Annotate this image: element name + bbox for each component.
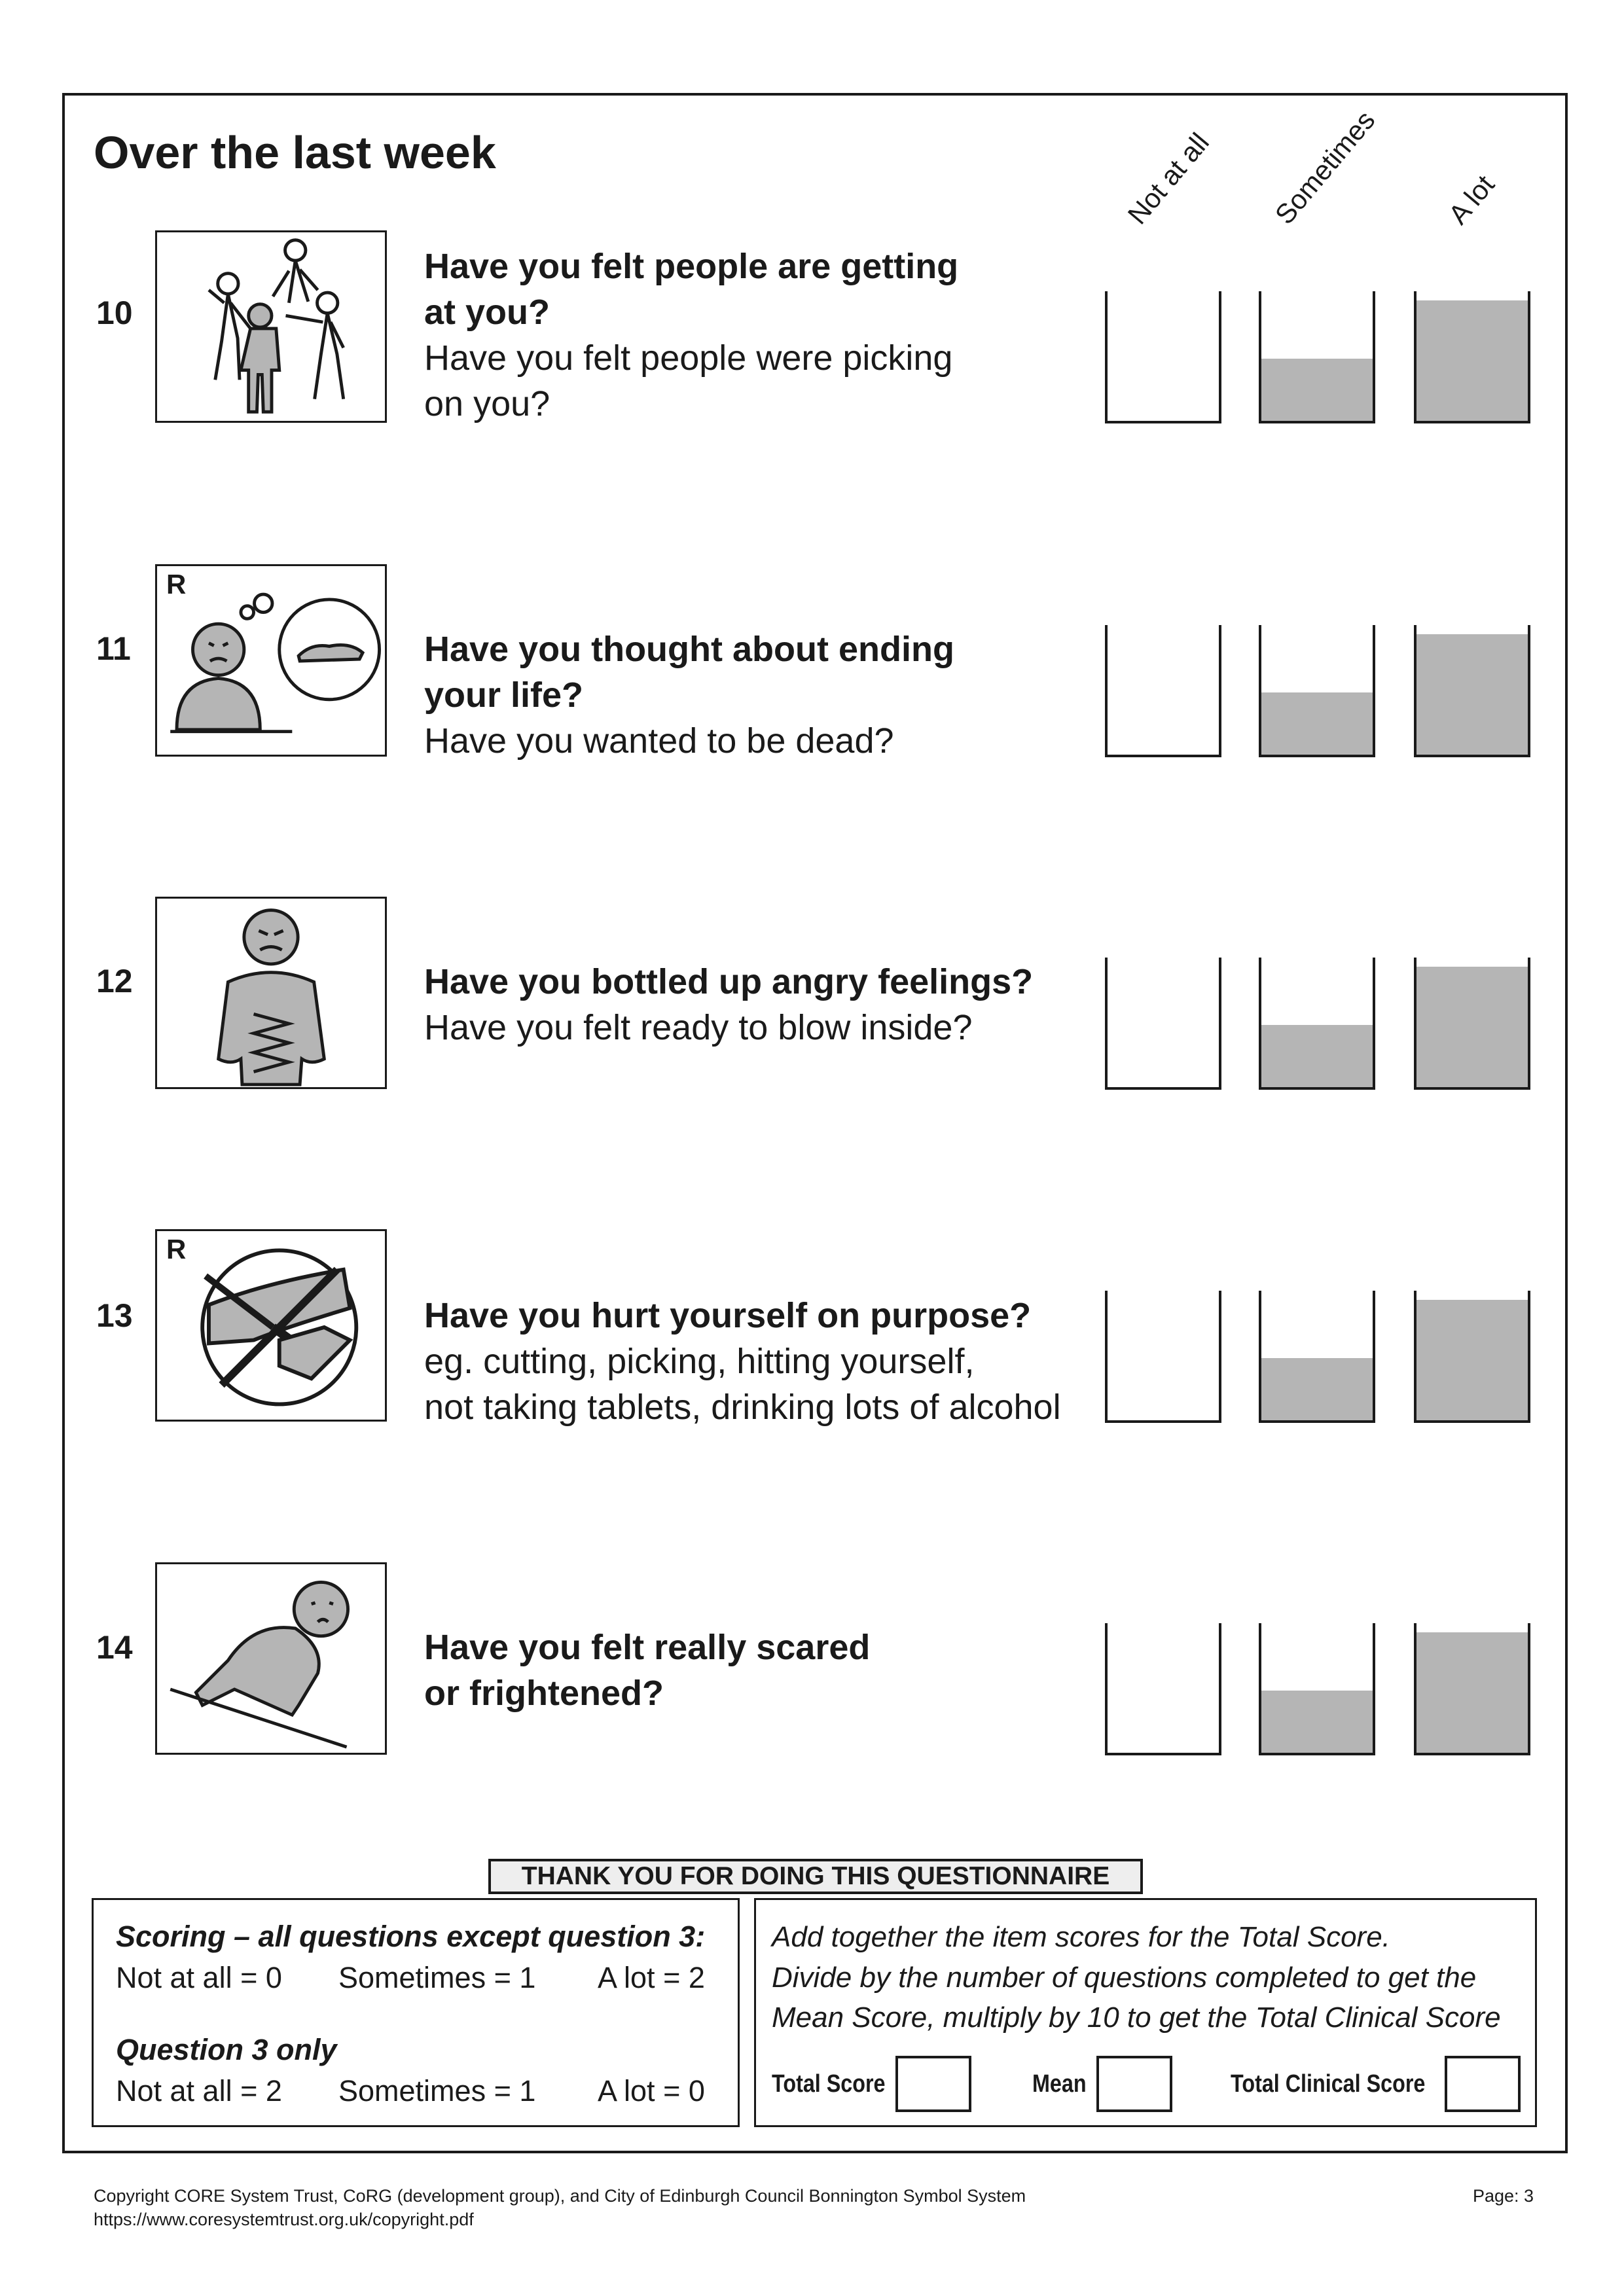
cup-fill — [1416, 967, 1528, 1087]
question-text — [424, 959, 1092, 1050]
question-main: Have you thought about ending your life? — [424, 630, 954, 715]
score-value: Sometimes = 1 — [338, 2074, 536, 2108]
question-number: 12 — [96, 963, 133, 999]
column-header-a-lot: A lot — [1442, 169, 1501, 230]
question-text — [424, 243, 1092, 427]
question-sub: Have you wanted to be dead? — [424, 721, 894, 761]
cup-fill — [1416, 1632, 1528, 1753]
cup-fill — [1261, 1691, 1373, 1753]
instruction-line: Divide by the number of questions completed to get the — [772, 1962, 1477, 1994]
answer-not-at-all[interactable] — [1105, 958, 1221, 1090]
instruction-line: Mean Score, multiply by 10 to get the Total Clinical Score — [772, 2001, 1501, 2034]
scoring-box — [92, 1898, 740, 2127]
score-value: A lot = 2 — [598, 1961, 705, 1994]
answer-a-lot[interactable] — [1414, 958, 1530, 1090]
cup-fill — [1416, 1300, 1528, 1420]
score-value: Sometimes = 1 — [338, 1961, 536, 1994]
cup-fill — [1261, 1025, 1373, 1087]
question-sub: eg. cutting, picking, hitting yourself, not taking tablets, drinking lots of alcohol — [424, 1342, 1061, 1427]
answer-sometimes[interactable] — [1259, 291, 1375, 423]
answer-a-lot[interactable] — [1414, 625, 1530, 757]
answer-a-lot[interactable] — [1414, 1291, 1530, 1423]
answer-not-at-all[interactable] — [1105, 1291, 1221, 1423]
cup-fill — [1261, 692, 1373, 755]
question-number: 14 — [96, 1629, 133, 1666]
instruction-line: Add together the item scores for the Total Score. — [772, 1921, 1390, 1953]
question-main: Have you felt people are getting at you? — [424, 247, 959, 332]
thank-you-banner: THANK YOU FOR DOING THIS QUESTIONNAIRE — [488, 1859, 1143, 1894]
angry-bottled-up-icon — [155, 897, 387, 1089]
total-score-field[interactable] — [895, 2056, 971, 2112]
q3-scoring-title: Question 3 only — [116, 2033, 337, 2066]
question-sub: Have you felt ready to blow inside? — [424, 1008, 973, 1047]
column-header-not-at-all: Not at all — [1121, 127, 1216, 230]
question-sub: Have you felt people were picking on you? — [424, 338, 953, 423]
score-value: Not at all = 0 — [116, 1961, 282, 1994]
answer-sometimes[interactable] — [1259, 1291, 1375, 1423]
answer-not-at-all[interactable] — [1105, 625, 1221, 757]
question-text — [424, 626, 1092, 764]
mean-field[interactable] — [1096, 2056, 1172, 2112]
mean-label: Mean — [1032, 2070, 1087, 2098]
question-text — [424, 1293, 1092, 1430]
cup-fill — [1416, 634, 1528, 755]
cup-fill — [1416, 300, 1528, 421]
page-title: Over the last week — [94, 127, 496, 178]
answer-a-lot[interactable] — [1414, 1623, 1530, 1755]
scoring-title: Scoring – all questions except question 3: — [116, 1920, 706, 1953]
total-score-label: Total Score — [772, 2070, 886, 2098]
instructions-box — [754, 1898, 1537, 2127]
question-main: Have you felt really scared or frightened? — [424, 1628, 871, 1713]
question-number: 10 — [96, 295, 133, 331]
question-number: 11 — [96, 630, 131, 667]
question-text — [424, 1624, 1092, 1716]
answer-sometimes[interactable] — [1259, 1623, 1375, 1755]
footer-copyright: Copyright CORE System Trust, CoRG (development group), and City of Edinburgh Council Bonnington Symbol System — [94, 2186, 1026, 2206]
answer-sometimes[interactable] — [1259, 625, 1375, 757]
total-clinical-score-label: Total Clinical Score — [1231, 2070, 1426, 2098]
restricted-mark: R — [166, 569, 187, 600]
answer-not-at-all[interactable] — [1105, 291, 1221, 423]
column-header-sometimes: Sometimes — [1269, 105, 1381, 230]
total-clinical-score-field[interactable] — [1445, 2056, 1521, 2112]
question-main: Have you bottled up angry feelings? — [424, 962, 1034, 1001]
score-value: A lot = 0 — [598, 2074, 705, 2108]
restricted-mark: R — [166, 1234, 187, 1265]
scared-person-icon — [155, 1562, 387, 1755]
cup-fill — [1261, 1358, 1373, 1420]
thinking-about-death-icon — [155, 564, 387, 757]
answer-sometimes[interactable] — [1259, 958, 1375, 1090]
answer-not-at-all[interactable] — [1105, 1623, 1221, 1755]
footer-url[interactable]: https://www.coresystemtrust.org.uk/copyright.pdf — [94, 2210, 474, 2229]
answer-a-lot[interactable] — [1414, 291, 1530, 423]
no-self-harm-knife-icon — [155, 1229, 387, 1422]
score-value: Not at all = 2 — [116, 2074, 282, 2108]
group-picking-on-person-icon — [155, 230, 387, 423]
question-main: Have you hurt yourself on purpose? — [424, 1296, 1032, 1335]
cup-fill — [1261, 359, 1373, 421]
page-number: Page: 3 — [1473, 2186, 1534, 2206]
question-number: 13 — [96, 1297, 133, 1334]
